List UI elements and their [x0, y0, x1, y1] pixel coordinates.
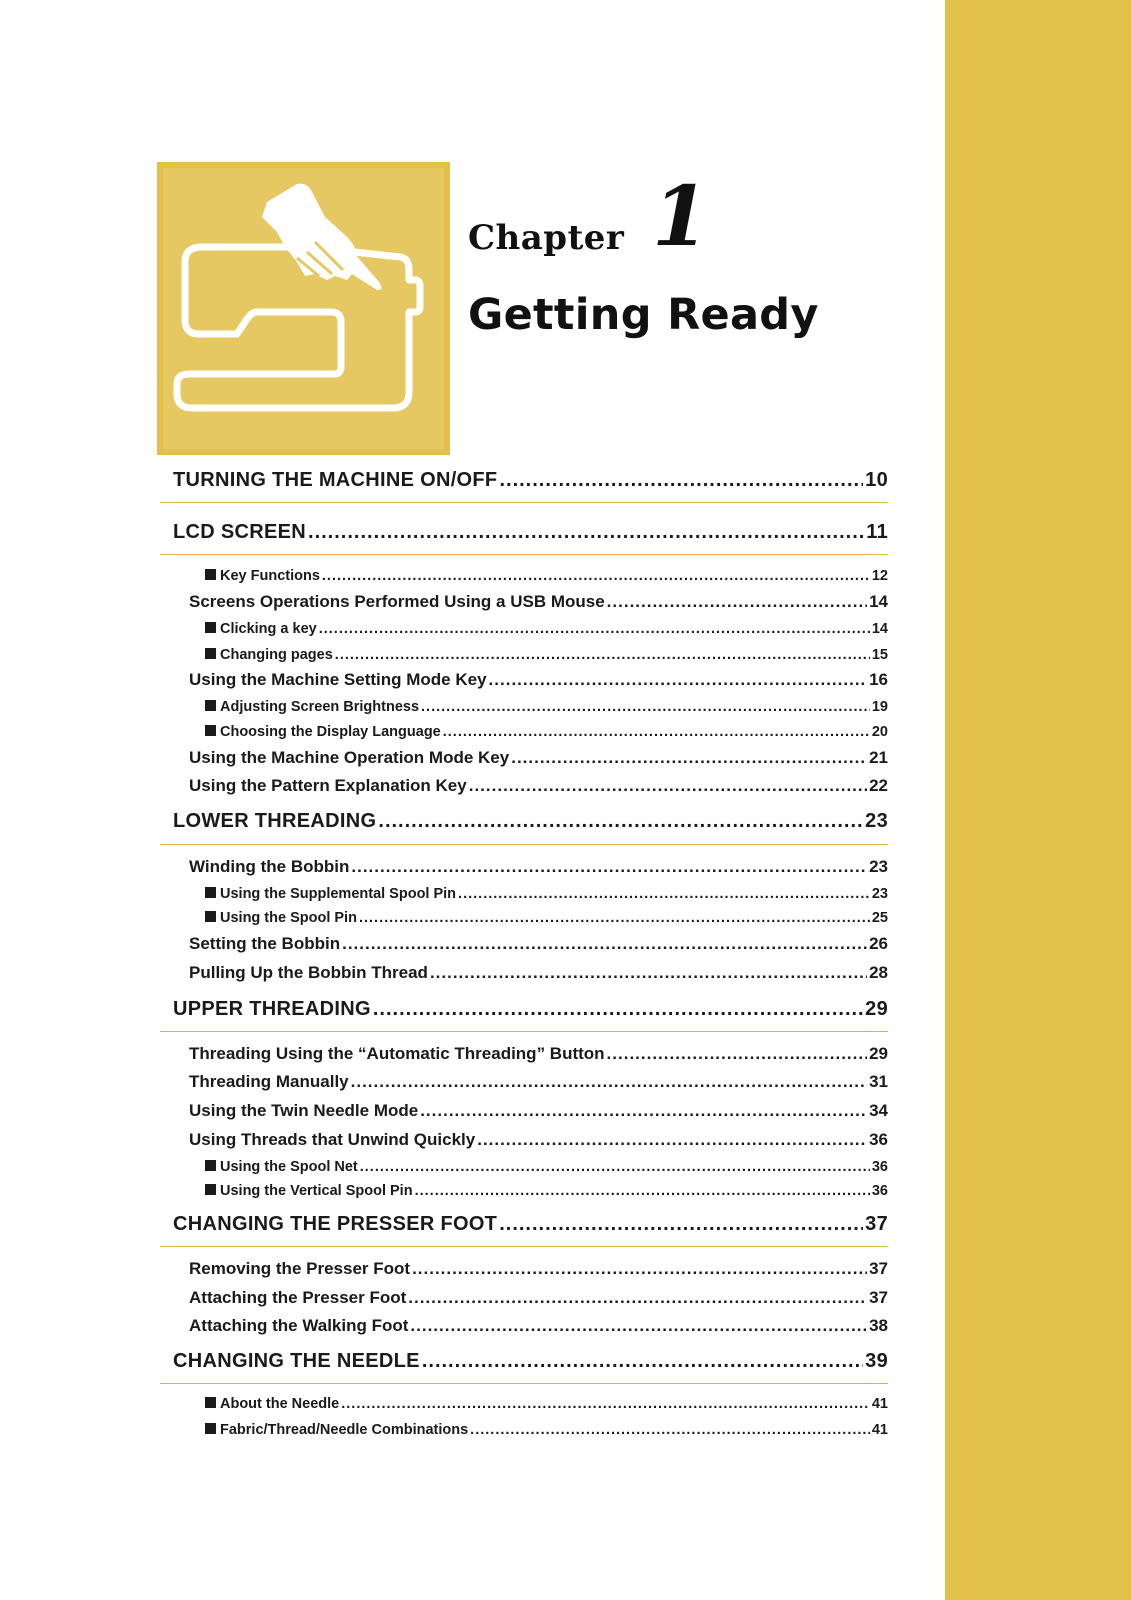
toc-entry-label: CHANGING THE PRESSER FOOT [173, 1212, 498, 1235]
toc-leader-dots [499, 469, 863, 492]
toc-leader-dots [410, 1316, 867, 1336]
toc-page-number: 15 [871, 647, 888, 663]
toc-leader-dots [308, 521, 864, 544]
toc-entry-label: Adjusting Screen Brightness [205, 699, 419, 715]
toc-entry-label: Attaching the Presser Foot [189, 1288, 407, 1308]
toc-entry[interactable] [189, 748, 888, 768]
toc-entry-label: Using the Pattern Explanation Key [189, 776, 467, 796]
toc-entry[interactable] [205, 1396, 888, 1412]
toc-entry[interactable] [173, 998, 888, 1021]
section-divider [160, 1246, 888, 1247]
toc-entry-label: Key Functions [205, 568, 320, 584]
toc-leader-dots [322, 568, 870, 584]
toc-entry-label: Using the Machine Operation Mode Key [189, 748, 510, 768]
toc-entry-label: Removing the Presser Foot [189, 1259, 411, 1279]
toc-entry[interactable] [205, 699, 888, 715]
toc-leader-dots [342, 934, 867, 954]
toc-leader-dots [351, 857, 867, 877]
toc-leader-dots [607, 592, 867, 612]
toc-entry[interactable] [173, 1213, 888, 1236]
toc-page-number: 10 [865, 468, 888, 491]
toc-page-number: 29 [865, 997, 888, 1020]
toc-leader-dots [408, 1288, 867, 1308]
toc-leader-dots [489, 670, 868, 690]
toc-entry[interactable] [205, 886, 888, 902]
section-divider [160, 1031, 888, 1032]
toc-entry-label: Threading Using the “Automatic Threading” Button [189, 1044, 605, 1064]
toc-entry[interactable] [189, 1072, 888, 1092]
toc-entry-label: UPPER THREADING [173, 997, 371, 1020]
toc-leader-dots [359, 910, 870, 926]
toc-page-number: 29 [869, 1044, 888, 1064]
toc-leader-dots [469, 776, 867, 796]
toc-entry-label: Threading Manually [189, 1072, 349, 1092]
toc-entry[interactable] [205, 647, 888, 663]
toc-page-number: 21 [869, 748, 888, 768]
toc-entry[interactable] [205, 621, 888, 637]
section-divider [160, 554, 888, 555]
toc-entry-label: Changing pages [205, 647, 333, 663]
toc-leader-dots [415, 1183, 870, 1199]
toc-entry[interactable] [189, 1259, 888, 1279]
toc-entry[interactable] [205, 1422, 888, 1438]
toc-entry[interactable] [189, 963, 888, 983]
chapter-title: Getting Ready [468, 290, 819, 340]
toc-entry[interactable] [173, 1350, 888, 1373]
toc-leader-dots [421, 699, 870, 715]
toc-entry-label: Attaching the Walking Foot [189, 1316, 409, 1336]
toc-page-number: 11 [866, 520, 888, 543]
toc-entry[interactable] [205, 1159, 888, 1175]
toc-entry-label: Using the Spool Pin [205, 910, 357, 926]
toc-leader-dots [420, 1101, 867, 1121]
toc-page-number: 39 [865, 1349, 888, 1372]
toc-page-number: 26 [869, 934, 888, 954]
toc-page-number: 41 [871, 1396, 888, 1412]
toc-entry-label: LCD SCREEN [173, 520, 307, 543]
toc-entry-label: CHANGING THE NEEDLE [173, 1349, 420, 1372]
toc-entry[interactable] [189, 934, 888, 954]
toc-leader-dots [335, 647, 870, 663]
toc-entry-label: About the Needle [205, 1396, 339, 1412]
toc-page-number: 14 [869, 592, 888, 612]
toc-page-number: 38 [869, 1316, 888, 1336]
toc-entry[interactable] [173, 521, 888, 544]
toc-page-number: 36 [871, 1183, 888, 1199]
toc-page-number: 19 [871, 699, 888, 715]
toc-entry[interactable] [189, 1316, 888, 1336]
toc-page-number: 23 [869, 857, 888, 877]
toc-leader-dots [378, 810, 863, 833]
toc-entry-label: Clicking a key [205, 621, 317, 637]
toc-entry[interactable] [189, 670, 888, 690]
toc-page-number: 41 [871, 1422, 888, 1438]
toc-leader-dots [499, 1213, 863, 1236]
toc-entry[interactable] [205, 568, 888, 584]
toc-entry[interactable] [189, 592, 888, 612]
toc-leader-dots [458, 886, 870, 902]
toc-page-number: 23 [865, 809, 888, 832]
toc-leader-dots [477, 1130, 867, 1150]
toc-entry[interactable] [189, 1130, 888, 1150]
toc-entry[interactable] [189, 1101, 888, 1121]
toc-page-number: 23 [871, 886, 888, 902]
section-divider [160, 844, 888, 845]
toc-page-number: 14 [871, 621, 888, 637]
toc-entry-label: LOWER THREADING [173, 809, 377, 832]
toc-entry[interactable] [173, 469, 888, 492]
toc-page-number: 12 [871, 568, 888, 584]
toc-entry-label: Setting the Bobbin [189, 934, 341, 954]
toc-leader-dots [373, 998, 863, 1021]
toc-page-number: 16 [869, 670, 888, 690]
toc-page-number: 31 [869, 1072, 888, 1092]
toc-leader-dots [443, 724, 870, 740]
toc-page-number: 37 [869, 1259, 888, 1279]
toc-entry[interactable] [205, 910, 888, 926]
toc-page-number: 37 [869, 1288, 888, 1308]
toc-leader-dots [412, 1259, 867, 1279]
toc-leader-dots [511, 748, 867, 768]
toc-page-number: 22 [869, 776, 888, 796]
toc-entry-label: Using the Machine Setting Mode Key [189, 670, 487, 690]
toc-leader-dots [351, 1072, 867, 1092]
toc-leader-dots [422, 1350, 863, 1373]
toc-page-number: 36 [871, 1159, 888, 1175]
toc-entry-label: Using the Twin Needle Mode [189, 1101, 419, 1121]
toc-leader-dots [430, 963, 867, 983]
section-divider [160, 1383, 888, 1384]
toc-leader-dots [470, 1422, 870, 1438]
toc-entry-label: Screens Operations Performed Using a USB Mouse [189, 592, 605, 612]
toc-entry-label: Using the Vertical Spool Pin [205, 1183, 413, 1199]
toc-leader-dots [607, 1044, 868, 1064]
toc-entry[interactable] [205, 1183, 888, 1199]
toc-entry-label: TURNING THE MACHINE ON/OFF [173, 468, 498, 491]
toc-entry[interactable] [205, 724, 888, 740]
toc-page-number: 28 [869, 963, 888, 983]
toc-entry-label: Pulling Up the Bobbin Thread [189, 963, 428, 983]
toc-entry[interactable] [189, 776, 888, 796]
toc-page-number: 34 [869, 1101, 888, 1121]
toc-leader-dots [341, 1396, 870, 1412]
toc-entry-label: Fabric/Thread/Needle Combinations [205, 1422, 468, 1438]
chapter-number: 1 [652, 169, 710, 265]
toc-page-number: 20 [871, 724, 888, 740]
toc-entry[interactable] [189, 1044, 888, 1064]
toc-page-number: 37 [865, 1212, 888, 1235]
toc-leader-dots [319, 621, 870, 637]
toc-entry-label: Using Threads that Unwind Quickly [189, 1130, 476, 1150]
toc-entry[interactable] [189, 857, 888, 877]
toc-page-number: 25 [871, 910, 888, 926]
toc-entry-label: Using the Supplemental Spool Pin [205, 886, 456, 902]
toc-entry[interactable] [173, 810, 888, 833]
toc-entry[interactable] [189, 1288, 888, 1308]
toc-leader-dots [360, 1159, 870, 1175]
toc-entry-label: Using the Spool Net [205, 1159, 358, 1175]
toc-page-number: 36 [869, 1130, 888, 1150]
toc-entry-label: Winding the Bobbin [189, 857, 350, 877]
toc-entry-label: Choosing the Display Language [205, 724, 441, 740]
chapter-label: Chapter [468, 218, 625, 258]
section-divider [160, 502, 888, 503]
